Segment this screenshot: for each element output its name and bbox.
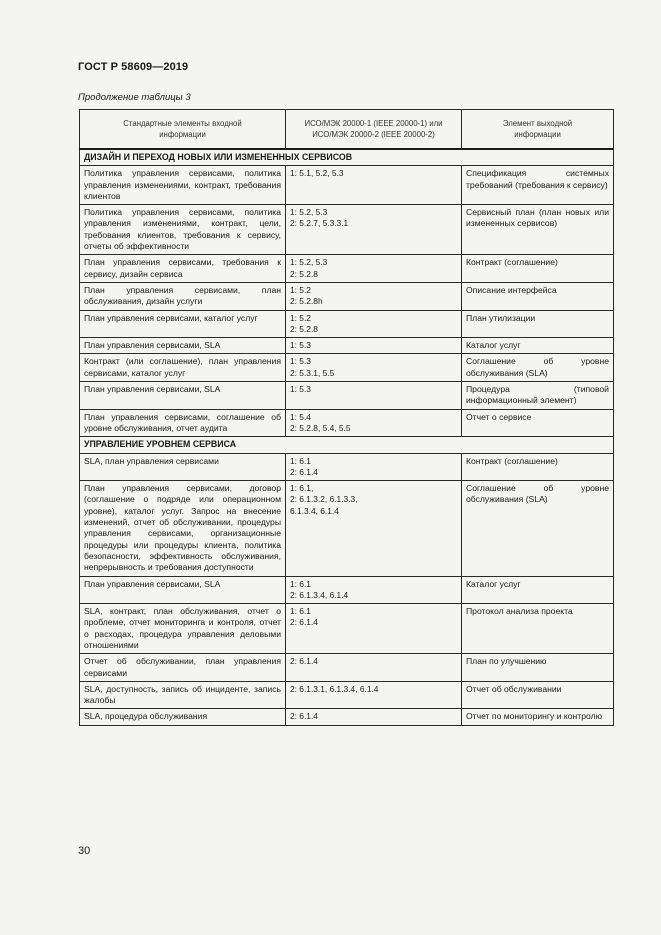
- reference-line: 1: 5.2, 5.3: [290, 207, 328, 218]
- output-info-cell: Отчет по мониторингу и контролю: [462, 709, 614, 725]
- input-info-cell: План управления сервисами, SLA: [80, 382, 286, 410]
- standard-reference-cell: [286, 604, 462, 654]
- input-info-cell: Контракт (или соглашение), план управления сервисами, каталог услуг: [80, 354, 286, 382]
- table-row: [80, 382, 614, 410]
- reference-line: 2: 6.1.3.4, 6.1.4: [290, 589, 349, 600]
- section-header-row: [80, 149, 614, 166]
- reference-line: 1: 6.1,: [290, 483, 314, 494]
- column-header-reference: ИСО/МЭК 20000-1 (IEEE 20000-1) или ИСО/МЭК 20000-2 (IEEE 20000-2): [286, 110, 462, 150]
- table-row: [80, 310, 614, 338]
- reference-line: 1: 5.4: [290, 411, 311, 422]
- section-title: ДИЗАЙН И ПЕРЕХОД НОВЫХ ИЛИ ИЗМЕНЕННЫХ СЕРВИСОВ: [80, 149, 614, 166]
- standard-reference-cell: [286, 310, 462, 338]
- page-number: 30: [78, 845, 91, 857]
- output-info-cell: Сервисный план (план новых или измененных сервисов): [462, 205, 614, 255]
- table-row: [80, 205, 614, 255]
- table-row: [80, 453, 614, 481]
- reference-line: 2: 5.3.1, 5.5: [290, 367, 335, 378]
- standard-reference-cell: [286, 205, 462, 255]
- input-info-cell: SLA, доступность, запись об инциденте, запись жалобы: [80, 681, 286, 709]
- output-info-cell: Отчет об обслуживании: [462, 681, 614, 709]
- standard-reference-cell: [286, 681, 462, 709]
- standard-reference-cell: [286, 354, 462, 382]
- reference-line: 2: 6.1.3.1, 6.1.3.4, 6.1.4: [290, 683, 379, 694]
- reference-line: 1: 5.3: [290, 340, 311, 351]
- table-row: [80, 354, 614, 382]
- standard-reference-cell: [286, 709, 462, 725]
- output-info-cell: Соглашение об уровне обслуживания (SLA): [462, 481, 614, 576]
- table-row: [80, 654, 614, 682]
- table-row: [80, 681, 614, 709]
- input-info-cell: SLA, контракт, план обслуживания, отчет о проблеме, отчет мониторинга и контроля, отчет о расходах, процедура управления деловыми отношениями: [80, 604, 286, 654]
- input-info-cell: План управления сервисами, требования к сервису, дизайн сервиса: [80, 255, 286, 283]
- reference-line: 1: 6.1: [290, 578, 311, 589]
- table-row: [80, 166, 614, 205]
- column-header-input: Стандартные элементы входной информации: [80, 110, 286, 150]
- column-header-output: Элемент выходной информации: [462, 110, 614, 150]
- standard-reference-cell: [286, 255, 462, 283]
- output-info-cell: Каталог услуг: [462, 338, 614, 354]
- table-row: [80, 282, 614, 310]
- table-row: [80, 481, 614, 576]
- standard-reference-cell: [286, 338, 462, 354]
- input-info-cell: Политика управления сервисами, политика управления изменениями, контракт, цели, требования клиентов, требования к сервису, отчеты об эффективности: [80, 205, 286, 255]
- input-info-cell: Отчет об обслуживании, план управления сервисами: [80, 654, 286, 682]
- reference-line: 2: 6.1.3.2, 6.1.3.3,: [290, 494, 358, 505]
- reference-line: 1: 5.2: [290, 284, 311, 295]
- table-row: [80, 576, 614, 604]
- reference-line: 2: 5.2.8, 5.4, 5.5: [290, 422, 351, 433]
- input-info-cell: План управления сервисами, план обслуживания, дизайн услуги: [80, 282, 286, 310]
- standard-reference-cell: [286, 654, 462, 682]
- table-header-row: [80, 110, 614, 150]
- document-title: ГОСТ Р 58609—2019: [78, 61, 189, 73]
- input-info-cell: План управления сервисами, SLA: [80, 338, 286, 354]
- standard-reference-cell: [286, 166, 462, 205]
- reference-line: 2: 5.2.8: [290, 323, 318, 334]
- reference-line: 2: 5.2.7, 5.3.3.1: [290, 218, 349, 229]
- table-caption: Продолжение таблицы 3: [78, 92, 191, 103]
- output-info-cell: Соглашение об уровне обслуживания (SLA): [462, 354, 614, 382]
- output-info-cell: Процедура (типовой информационный элемент): [462, 382, 614, 410]
- output-info-cell: Контракт (соглашение): [462, 255, 614, 283]
- reference-line: 2: 5.2.8h: [290, 296, 323, 307]
- output-info-cell: Каталог услуг: [462, 576, 614, 604]
- requirements-table: [79, 109, 614, 726]
- reference-line: 6.1.3.4, 6.1.4: [290, 505, 339, 516]
- input-info-cell: План управления сервисами, SLA: [80, 576, 286, 604]
- standard-reference-cell: [286, 576, 462, 604]
- reference-line: 1: 5.2: [290, 312, 311, 323]
- output-info-cell: Отчет о сервисе: [462, 409, 614, 437]
- section-title: УПРАВЛЕНИЕ УРОВНЕМ СЕРВИСА: [80, 437, 614, 453]
- standard-reference-cell: [286, 382, 462, 410]
- reference-line: 2: 6.1.4: [290, 711, 318, 722]
- output-info-cell: Описание интерфейса: [462, 282, 614, 310]
- reference-line: 2: 6.1.4: [290, 656, 318, 667]
- standard-reference-cell: [286, 282, 462, 310]
- table-row: [80, 255, 614, 283]
- table-row: [80, 709, 614, 725]
- input-info-cell: SLA, план управления сервисами: [80, 453, 286, 481]
- reference-line: 2: 6.1.4: [290, 466, 318, 477]
- standard-reference-cell: [286, 481, 462, 576]
- table-body: [80, 149, 614, 725]
- reference-line: 1: 5.3: [290, 356, 311, 367]
- input-info-cell: План управления сервисами, каталог услуг: [80, 310, 286, 338]
- table-row: [80, 604, 614, 654]
- standard-reference-cell: [286, 409, 462, 437]
- input-info-cell: План управления сервисами, соглашение об уровне обслуживания, отчет аудита: [80, 409, 286, 437]
- reference-line: 1: 5.1, 5.2, 5.3: [290, 168, 344, 179]
- table-row: [80, 409, 614, 437]
- output-info-cell: Контракт (соглашение): [462, 453, 614, 481]
- input-info-cell: План управления сервисами, договор (соглашение о подряде или операционном уровне), каталог услуг. Запрос на внесение изменений, отчет об обслуживании, процедуры управления сервисами, организационные процедуры или процедуры клиента, политика безопасности, эффективность обслуживания, непрерывность и требования доступности: [80, 481, 286, 576]
- reference-line: 2: 5.2.8: [290, 268, 318, 279]
- standard-reference-cell: [286, 453, 462, 481]
- output-info-cell: План по улучшению: [462, 654, 614, 682]
- table-row: [80, 338, 614, 354]
- section-header-row: [80, 437, 614, 453]
- reference-line: 2: 6.1.4: [290, 617, 318, 628]
- reference-line: 1: 6.1: [290, 606, 311, 617]
- reference-line: 1: 6.1: [290, 455, 311, 466]
- output-info-cell: Спецификация системных требований (требования к сервису): [462, 166, 614, 205]
- input-info-cell: SLA, процедура обслуживания: [80, 709, 286, 725]
- reference-line: 1: 5.2, 5.3: [290, 257, 328, 268]
- output-info-cell: План утилизации: [462, 310, 614, 338]
- output-info-cell: Протокол анализа проекта: [462, 604, 614, 654]
- reference-line: 1: 5.3: [290, 384, 311, 395]
- input-info-cell: Политика управления сервисами, политика управления изменениями, контракт, требования клиентов: [80, 166, 286, 205]
